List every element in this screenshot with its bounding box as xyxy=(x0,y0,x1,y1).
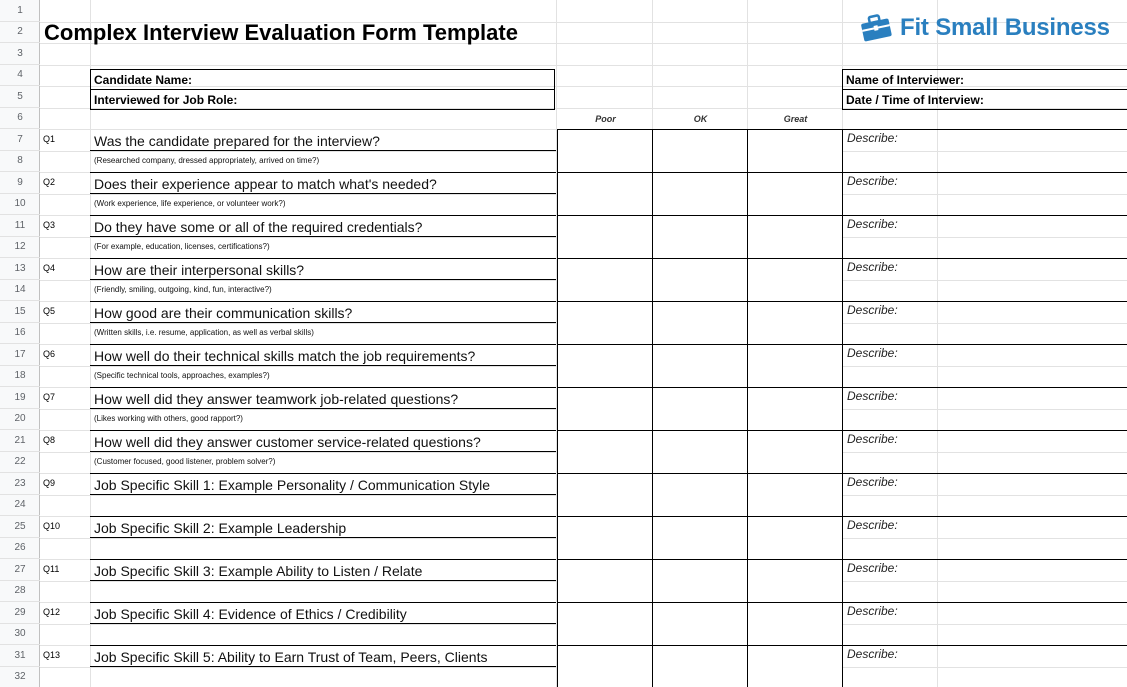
question-text: How well do their technical skills match the job requirements? xyxy=(94,348,476,364)
rating-box-ok[interactable] xyxy=(652,559,748,603)
col-header-ok: OK xyxy=(693,114,708,124)
rating-box-great[interactable] xyxy=(747,473,843,517)
row-number[interactable]: 29 xyxy=(0,602,40,624)
row-number[interactable]: 4 xyxy=(0,65,40,87)
question-text: Job Specific Skill 4: Evidence of Ethics / Credibility xyxy=(94,606,407,622)
rating-box-poor[interactable] xyxy=(557,258,653,302)
describe-box[interactable] xyxy=(842,301,1127,345)
describe-label: Describe: xyxy=(847,217,898,231)
interview-datetime-label: Date / Time of Interview: xyxy=(846,93,984,107)
rating-box-great[interactable] xyxy=(747,129,843,173)
question-underline xyxy=(90,279,556,280)
describe-label: Describe: xyxy=(847,561,898,575)
question-number: Q10 xyxy=(43,521,61,531)
rating-box-great[interactable] xyxy=(747,602,843,646)
question-number: Q7 xyxy=(43,392,56,402)
question-text: Job Specific Skill 1: Example Personality / Communication Style xyxy=(94,477,491,493)
row-number[interactable]: 9 xyxy=(0,172,40,194)
row-number[interactable]: 24 xyxy=(0,495,40,517)
row-number[interactable]: 5 xyxy=(0,86,40,108)
question-bottom-border xyxy=(90,215,556,216)
row-number[interactable]: 13 xyxy=(0,258,40,280)
grid-row-line xyxy=(40,65,1127,66)
rating-box-poor[interactable] xyxy=(557,602,653,646)
question-hint: (Work experience, life experience, or volunteer work?) xyxy=(94,199,286,208)
describe-label: Describe: xyxy=(847,303,898,317)
question-hint: (Customer focused, good listener, problem solver?) xyxy=(94,457,276,466)
question-text: How are their interpersonal skills? xyxy=(94,262,305,278)
logo xyxy=(859,13,1110,43)
rating-box-great[interactable] xyxy=(747,344,843,388)
row-number[interactable]: 3 xyxy=(0,43,40,65)
rating-box-poor[interactable] xyxy=(557,516,653,560)
form-title: Complex Interview Evaluation Form Template xyxy=(44,20,518,45)
row-number[interactable]: 21 xyxy=(0,430,40,452)
describe-box[interactable] xyxy=(842,516,1127,560)
describe-label: Describe: xyxy=(847,518,898,532)
row-number[interactable]: 1 xyxy=(0,0,40,22)
candidate-name-label: Candidate Name: xyxy=(94,73,193,87)
rating-box-poor[interactable] xyxy=(557,645,653,687)
question-underline xyxy=(90,150,556,151)
row-number[interactable]: 14 xyxy=(0,280,40,302)
question-text: Job Specific Skill 2: Example Leadership xyxy=(94,520,347,536)
question-hint: (Likes working with others, good rapport?) xyxy=(94,414,243,423)
row-number[interactable]: 6 xyxy=(0,108,40,130)
row-number[interactable]: 17 xyxy=(0,344,40,366)
rating-box-ok[interactable] xyxy=(652,645,748,687)
rating-box-great[interactable] xyxy=(747,516,843,560)
rating-box-ok[interactable] xyxy=(652,602,748,646)
row-number[interactable]: 11 xyxy=(0,215,40,237)
row-header-column xyxy=(0,0,40,687)
question-hint: (For example, education, licenses, certifications?) xyxy=(94,242,270,251)
question-number: Q3 xyxy=(43,220,56,230)
question-underline xyxy=(90,322,556,323)
question-underline xyxy=(90,623,556,624)
rating-box-ok[interactable] xyxy=(652,387,748,431)
rating-box-ok[interactable] xyxy=(652,516,748,560)
describe-label: Describe: xyxy=(847,260,898,274)
describe-box[interactable] xyxy=(842,215,1127,259)
row-number[interactable]: 7 xyxy=(0,129,40,151)
rating-box-poor[interactable] xyxy=(557,301,653,345)
row-number[interactable]: 22 xyxy=(0,452,40,474)
col-header-great: Great xyxy=(783,114,808,124)
describe-box[interactable] xyxy=(842,602,1127,646)
question-text: Job Specific Skill 5: Ability to Earn Trust of Team, Peers, Clients xyxy=(94,649,488,665)
rating-box-ok[interactable] xyxy=(652,473,748,517)
rating-box-poor[interactable] xyxy=(557,387,653,431)
row-number[interactable]: 20 xyxy=(0,409,40,431)
describe-label: Describe: xyxy=(847,475,898,489)
question-number: Q8 xyxy=(43,435,56,445)
info-divider xyxy=(90,89,555,90)
question-number: Q5 xyxy=(43,306,56,316)
rating-box-ok[interactable] xyxy=(652,430,748,474)
question-bottom-border xyxy=(90,258,556,259)
rating-box-ok[interactable] xyxy=(652,129,748,173)
rating-box-great[interactable] xyxy=(747,387,843,431)
info-divider xyxy=(842,89,1127,90)
question-underline xyxy=(90,494,556,495)
rating-box-poor[interactable] xyxy=(557,473,653,517)
rating-box-great[interactable] xyxy=(747,258,843,302)
row-number[interactable]: 23 xyxy=(0,473,40,495)
rating-box-great[interactable] xyxy=(747,172,843,216)
question-bottom-border xyxy=(90,430,556,431)
rating-box-ok[interactable] xyxy=(652,258,748,302)
describe-box[interactable] xyxy=(842,258,1127,302)
question-number: Q2 xyxy=(43,177,56,187)
question-bottom-border xyxy=(90,473,556,474)
question-text: Was the candidate prepared for the interview? xyxy=(94,133,380,149)
row-number[interactable]: 19 xyxy=(0,387,40,409)
question-bottom-border xyxy=(90,516,556,517)
question-number: Q12 xyxy=(43,607,61,617)
question-underline xyxy=(90,236,556,237)
rating-box-poor[interactable] xyxy=(557,129,653,173)
row-number[interactable]: 25 xyxy=(0,516,40,538)
describe-box[interactable] xyxy=(842,430,1127,474)
describe-box[interactable] xyxy=(842,344,1127,388)
question-underline xyxy=(90,537,556,538)
rating-box-poor[interactable] xyxy=(557,172,653,216)
col-header-poor: Poor xyxy=(595,114,616,124)
question-hint: (Researched company, dressed appropriately, arrived on time?) xyxy=(94,156,320,165)
row-number[interactable]: 27 xyxy=(0,559,40,581)
briefcase-icon xyxy=(859,13,893,43)
job-role-label: Interviewed for Job Role: xyxy=(94,93,238,107)
question-number: Q13 xyxy=(43,650,61,660)
describe-label: Describe: xyxy=(847,346,898,360)
question-number: Q4 xyxy=(43,263,56,273)
question-hint: (Specific technical tools, approaches, examples?) xyxy=(94,371,270,380)
describe-box[interactable] xyxy=(842,387,1127,431)
question-number: Q9 xyxy=(43,478,56,488)
question-number: Q1 xyxy=(43,134,56,144)
rating-box-ok[interactable] xyxy=(652,215,748,259)
describe-box[interactable] xyxy=(842,172,1127,216)
logo-text: Fit Small Business xyxy=(900,14,1110,41)
row-number[interactable]: 12 xyxy=(0,237,40,259)
question-text: How well did they answer customer service-related questions? xyxy=(94,434,481,450)
question-underline xyxy=(90,451,556,452)
row-number[interactable]: 2 xyxy=(0,22,40,44)
question-underline xyxy=(90,666,556,667)
describe-label: Describe: xyxy=(847,432,898,446)
rating-box-ok[interactable] xyxy=(652,301,748,345)
rating-box-great[interactable] xyxy=(747,645,843,687)
rating-box-great[interactable] xyxy=(747,301,843,345)
question-underline xyxy=(90,365,556,366)
row-number[interactable]: 18 xyxy=(0,366,40,388)
question-bottom-border xyxy=(90,387,556,388)
describe-box[interactable] xyxy=(842,645,1127,687)
question-text: Do they have some or all of the required credentials? xyxy=(94,219,423,235)
question-text: How good are their communication skills? xyxy=(94,305,353,321)
describe-label: Describe: xyxy=(847,647,898,661)
describe-box[interactable] xyxy=(842,129,1127,173)
question-bottom-border xyxy=(90,645,556,646)
row-number[interactable]: 10 xyxy=(0,194,40,216)
question-number: Q6 xyxy=(43,349,56,359)
rating-box-poor[interactable] xyxy=(557,215,653,259)
rating-box-ok[interactable] xyxy=(652,344,748,388)
row-number[interactable]: 8 xyxy=(0,151,40,173)
describe-label: Describe: xyxy=(847,604,898,618)
row-number[interactable]: 31 xyxy=(0,645,40,667)
question-number: Q11 xyxy=(43,564,60,574)
question-underline xyxy=(90,408,556,409)
question-underline xyxy=(90,193,556,194)
rating-box-poor[interactable] xyxy=(557,344,653,388)
question-bottom-border xyxy=(90,301,556,302)
row-number[interactable]: 32 xyxy=(0,667,40,687)
describe-box[interactable] xyxy=(842,559,1127,603)
row-number[interactable]: 30 xyxy=(0,624,40,646)
rating-box-great[interactable] xyxy=(747,559,843,603)
rating-box-poor[interactable] xyxy=(557,430,653,474)
question-hint: (Friendly, smiling, outgoing, kind, fun, interactive?) xyxy=(94,285,272,294)
question-bottom-border xyxy=(90,172,556,173)
row-number[interactable]: 15 xyxy=(0,301,40,323)
question-text: Job Specific Skill 3: Example Ability to Listen / Relate xyxy=(94,563,423,579)
row-number[interactable]: 26 xyxy=(0,538,40,560)
question-bottom-border xyxy=(90,559,556,560)
rating-box-ok[interactable] xyxy=(652,172,748,216)
question-bottom-border xyxy=(90,344,556,345)
row-number[interactable]: 16 xyxy=(0,323,40,345)
question-text: Does their experience appear to match what's needed? xyxy=(94,176,437,192)
question-hint: (Written skills, i.e. resume, application, as well as verbal skills) xyxy=(94,328,314,337)
describe-label: Describe: xyxy=(847,131,898,145)
rating-box-poor[interactable] xyxy=(557,559,653,603)
question-bottom-border xyxy=(90,602,556,603)
rating-box-great[interactable] xyxy=(747,430,843,474)
describe-box[interactable] xyxy=(842,473,1127,517)
describe-label: Describe: xyxy=(847,174,898,188)
question-text: How well did they answer teamwork job-related questions? xyxy=(94,391,459,407)
describe-label: Describe: xyxy=(847,389,898,403)
row-number[interactable]: 28 xyxy=(0,581,40,603)
question-underline xyxy=(90,580,556,581)
interviewer-name-label: Name of Interviewer: xyxy=(846,73,965,87)
rating-box-great[interactable] xyxy=(747,215,843,259)
